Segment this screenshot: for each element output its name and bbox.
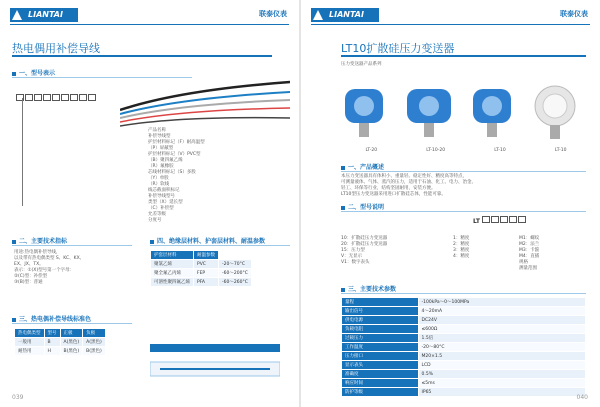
section-rule [12, 245, 132, 246]
model-label-list [148, 128, 288, 224]
section-material-heading: 四、绝缘层材料、护套层材料、耐温参数 [150, 236, 265, 245]
logo-triangle-icon [12, 10, 22, 20]
right-header [301, 0, 600, 28]
tech-spec-text [14, 250, 139, 286]
table-header-row [15, 329, 106, 338]
table-cell: B [44, 338, 60, 347]
section-bullet-icon [150, 240, 154, 244]
table-cell: H [44, 347, 60, 356]
section-tech-heading: 二、主要技术指标 [12, 236, 67, 245]
table-cell: 过载压力 [342, 334, 419, 343]
table-cell: FEP [194, 269, 219, 278]
model-label: 补偿导线型号 [148, 194, 175, 199]
model-label: 护层材料标记（F）耐高温型 [148, 140, 205, 145]
table-cell: 压力接口 [342, 352, 419, 361]
table-cell: ≤600Ω [418, 325, 585, 334]
transmitter-1-image [345, 89, 383, 137]
logo-text: LIANTAI [329, 10, 364, 19]
title-bar [12, 55, 272, 57]
table-cell: ≤5ms [418, 379, 585, 388]
compensation-cable-image [120, 80, 290, 130]
image-captions [341, 148, 591, 154]
transmitter-2-image [407, 89, 451, 137]
model-option: M1：螺纹 [519, 236, 540, 241]
table-row [342, 334, 586, 343]
model-label: 线芯截面积标记 [148, 188, 180, 193]
table-row [151, 269, 252, 278]
table-cell: 响应时间 [342, 379, 419, 388]
section-color-heading: 三、热电偶补偿导线标准色 [12, 314, 91, 323]
section-rule [341, 171, 586, 172]
table-cell: 显示表头 [342, 361, 419, 370]
table-cell: -20～80°C [418, 343, 585, 352]
tree-line [22, 98, 23, 206]
model-label: 类型（X）延长型 [148, 200, 183, 205]
model-label: （B）聚四氟乙烯 [148, 158, 183, 163]
table-cell: LCD [418, 361, 585, 370]
model-label: 护层材料标记（V）PVC型 [148, 152, 201, 157]
table-cell: DC24V [418, 316, 585, 325]
table-cell: 准确度 [342, 370, 419, 379]
logo-text: LIANTAI [28, 10, 63, 19]
model-label: （P）屏蔽型 [148, 146, 174, 151]
page-title: 热电偶用补偿导线 [12, 42, 100, 55]
table-header-cell: 热电偶类型 [15, 329, 45, 338]
model-option: 15：压力型 [341, 248, 365, 253]
table-cell: B(黑色) [60, 347, 83, 356]
table-cell: A(黑色) [60, 338, 83, 347]
table-row [342, 316, 586, 325]
table-row [151, 278, 252, 287]
model-code-boxes [16, 86, 97, 105]
table-cell: M20×1.5 [418, 352, 585, 361]
table-cell: 耐热用 [15, 347, 45, 356]
table-row [342, 343, 586, 352]
caption-1: LT-20 [365, 148, 378, 153]
model-option: 3：精度 [453, 248, 470, 253]
table-cell: -60～200°C [219, 269, 252, 278]
model-option: M4：直插 [519, 254, 540, 259]
overview-text [341, 174, 586, 198]
header-rule [10, 24, 289, 25]
model-label: （C）补偿型 [148, 206, 174, 211]
table-cell: PFA [194, 278, 219, 287]
model-label: 分度号 [148, 218, 162, 223]
brand-tag: 联泰仪表 [560, 10, 588, 18]
model-label: （Y）单股 [148, 176, 169, 181]
material-table [150, 250, 252, 287]
table-cell: 供电电源 [342, 316, 419, 325]
model-option: V1：数字表头 [341, 260, 370, 265]
table-cell: 可溶性聚四氟乙烯 [151, 278, 194, 287]
overview-line: 可测量液体、气体、蒸汽的压力，适用于石油、化工、电力、冶金、 [341, 180, 476, 185]
overview-line: 本压力变送器具有体积小、重量轻、稳定性好、精度高等特点， [341, 174, 467, 179]
model-label: 产品名称 [148, 128, 166, 133]
model-option: V：无显示 [341, 254, 363, 259]
table-header-cell: 型号 [44, 329, 60, 338]
model-code: LT [473, 216, 527, 225]
brand-tag: 联泰仪表 [259, 10, 287, 18]
header-rule [311, 24, 590, 25]
section-rule [12, 77, 192, 78]
page-subtitle: 压力变送器产品系列 [341, 62, 382, 67]
params-table [341, 297, 586, 397]
table-row [15, 347, 106, 356]
model-option: M3：卡箍 [519, 248, 540, 253]
title-bar [341, 55, 586, 57]
table-row [342, 370, 586, 379]
section-rule [12, 323, 132, 324]
section-params-heading: 三、主要技术参数 [341, 284, 396, 293]
logo-triangle-icon [313, 10, 323, 20]
transmitter-4-image [535, 86, 575, 139]
section-bullet-icon [12, 72, 16, 76]
table-cell: -20～70°C [219, 260, 252, 269]
table-cell: PVC [194, 260, 219, 269]
table-cell: 工作温度 [342, 343, 419, 352]
caption-4: LT-10 [554, 148, 567, 153]
overview-line: 轻工、环保等行业，结构坚固耐用，安装方便。 [341, 186, 436, 191]
table-cell: IP65 [418, 388, 585, 397]
table-cell: 一般用 [15, 338, 45, 347]
table-cell: 输出信号 [342, 307, 419, 316]
model-option: 规格 [519, 260, 528, 265]
wire-section-image [150, 340, 280, 380]
model-option: 1：精度 [453, 236, 470, 241]
table-header-cell: 负极 [83, 329, 106, 338]
section-rule [150, 245, 290, 246]
table-cell: 量程 [342, 298, 419, 307]
transmitter-3-image [473, 89, 511, 137]
table-header-cell: 耐温参数 [194, 251, 219, 260]
table-row [342, 388, 586, 397]
section-rule [341, 293, 586, 294]
color-table [14, 328, 106, 356]
section-bullet-icon [341, 288, 345, 292]
section-overview-heading: 一、产品概述 [341, 162, 384, 171]
table-header-row [151, 251, 252, 260]
table-header-cell: 正极 [60, 329, 83, 338]
model-options-left [341, 236, 387, 266]
model-options-mid [453, 236, 469, 260]
model-options-right [519, 236, 539, 272]
tech-spec-line: 以及带有热电偶类型 S、KC、KX、 [14, 256, 85, 261]
caption-2: LT-10-20 [426, 148, 446, 153]
table-row [15, 338, 106, 347]
section-rule [341, 211, 586, 212]
model-label: 芯线材料标记（S）多股 [148, 170, 196, 175]
model-option: 2：精度 [453, 242, 470, 247]
section-model-heading: 二、型号说明 [341, 202, 384, 211]
table-header-cell: 护套层材料 [151, 251, 194, 260]
model-option: 测量范围 [519, 266, 537, 271]
left-page [0, 0, 299, 407]
right-page [301, 0, 600, 407]
section-model-heading: 一、型号表示 [12, 68, 55, 77]
table-row [151, 260, 252, 269]
section-bullet-icon [341, 206, 345, 210]
table-row [342, 379, 586, 388]
model-label: （R）软线 [148, 182, 170, 187]
left-header [0, 0, 299, 28]
transmitter-images [341, 75, 591, 145]
table-cell: B(黑色) [83, 347, 106, 356]
brand-logo [10, 8, 78, 22]
tech-spec-line: 用途:热电偶补偿导线， [14, 250, 61, 255]
table-cell: 聚氯乙烯 [151, 260, 194, 269]
table-cell: A(黑色) [83, 338, 106, 347]
section-bullet-icon [341, 166, 345, 170]
model-label: （R）氟橡胶 [148, 164, 174, 169]
table-cell: -100kPa～0～100MPa [418, 298, 585, 307]
overview-line: LT10型压力变送器采用进口扩散硅芯体，性能可靠。 [341, 192, 446, 197]
tech-spec-line: 表示：①(X)型号第一个字母： [14, 268, 75, 273]
model-option: M2：法兰 [519, 242, 540, 247]
model-label: 补偿导线型 [148, 134, 171, 139]
table-row [342, 352, 586, 361]
table-row [342, 298, 586, 307]
page-number: 040 [576, 394, 588, 401]
table-cell: 防护等级 [342, 388, 419, 397]
table-cell: 0.5% [418, 370, 585, 379]
brand-logo [311, 8, 379, 22]
table-row [342, 307, 586, 316]
table-row [342, 361, 586, 370]
page-title: LT10扩散硅压力变送器 [341, 42, 455, 55]
model-option: 4：精度 [453, 254, 470, 259]
table-row [342, 325, 586, 334]
tech-spec-line: ②(C)型：补偿型 [14, 274, 48, 279]
model-option: 10：扩散硅压力变送器 [341, 236, 388, 241]
table-cell: -60～260°C [219, 278, 252, 287]
caption-3: LT-10 [494, 148, 506, 153]
tech-spec-line: EX、JX、TX。 [14, 262, 44, 267]
page-number: 039 [12, 394, 24, 401]
section-bullet-icon [12, 318, 16, 322]
table-cell: 聚全氟乙丙烯 [151, 269, 194, 278]
section-bullet-icon [12, 240, 16, 244]
model-option: 20：扩散硅压力变送器 [341, 242, 388, 247]
table-cell: 负载电阻 [342, 325, 419, 334]
model-label: 允差等级 [148, 212, 166, 217]
tech-spec-line: ③(B)型：普通 [14, 280, 43, 285]
table-cell: 4～20mA [418, 307, 585, 316]
table-cell: 1.5倍 [418, 334, 585, 343]
